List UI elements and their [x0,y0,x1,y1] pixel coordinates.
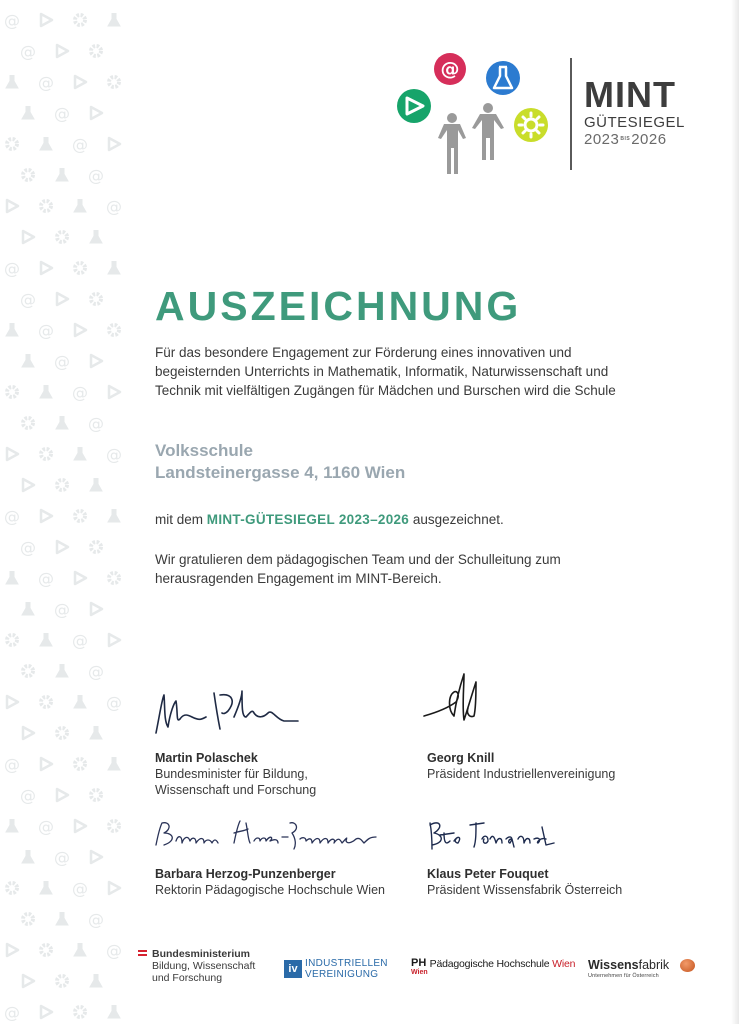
wf-ball-icon [680,959,695,972]
pattern-flask-icon [108,261,120,274]
pattern-gear-icon [41,945,51,955]
pattern-at-icon: @ [54,848,70,867]
badge-year-mini-top: BIS [620,136,631,142]
pattern-at-icon: @ [106,197,122,216]
ph-name-line [430,958,576,970]
pattern-gear-icon [91,790,101,800]
pattern-gear-icon [57,728,67,738]
mint-logo-icon [390,48,560,178]
pattern-flask-icon [74,199,86,212]
pattern-tri-icon [7,696,18,708]
pattern-tri-icon [109,634,120,646]
school-address: Landsteinergasse 4, 1160 Wien [155,463,406,482]
pattern-tri-icon [91,851,102,863]
pattern-gear-icon [91,294,101,304]
pattern-tri-icon [57,541,68,553]
pattern-tri-icon [57,789,68,801]
svg-text:@: @ [440,58,460,80]
pattern-at-icon: @ [4,11,20,30]
pattern-tri-icon [41,510,52,522]
pattern-at-icon: @ [38,569,54,588]
pattern-gear-icon [109,77,119,87]
pattern-flask-icon [56,912,68,925]
pattern-gear-icon [41,201,51,211]
pattern-at-icon: @ [72,135,88,154]
pattern-flask-icon [90,974,102,987]
pattern-tri-icon [57,45,68,57]
pattern-gear-icon [23,418,33,428]
pattern-gear-icon [23,914,33,924]
signer-herzog-punzenberger [155,866,385,898]
pattern-tri-icon [7,200,18,212]
pattern-gear-icon [75,759,85,769]
austria-flag-icon [138,950,147,956]
ph-mark-bottom: Wien [411,969,428,976]
pattern-at-icon: @ [20,786,36,805]
pattern-at-icon: @ [38,817,54,836]
pattern-tri-icon [23,727,34,739]
pattern-at-icon: @ [4,259,20,278]
pattern-gear-icon [91,46,101,56]
pattern-tri-icon [23,479,34,491]
pattern-tri-icon [91,107,102,119]
pattern-tri-icon [91,603,102,615]
page-edge-shadow [731,0,739,1024]
pattern-gear-icon [109,821,119,831]
pattern-gear-icon [7,883,17,893]
award-highlight: MINT-GÜTESIEGEL 2023–2026 [206,512,410,527]
pattern-tri-icon [109,386,120,398]
badge-title: MINT [584,74,676,115]
pattern-flask-icon [90,478,102,491]
at-sign-icon [434,53,466,85]
pattern-tri-icon [75,572,86,584]
pattern-at-icon: @ [54,352,70,371]
pattern-tri-icon [7,448,18,460]
signer-title: Präsident Wissensfabrik Österreich [427,883,623,897]
pattern-flask-icon [74,943,86,956]
congrats-paragraph: Wir gratulieren dem pädagogischen Team und der Schulleitung zum herausragenden Engagement im MINT-Bereich. [155,552,561,586]
signer-title: Präsident Industriellenvereinigung [427,767,616,781]
pattern-tri-icon [57,293,68,305]
pattern-tri-icon [109,882,120,894]
signer-name: Klaus Peter Fouquet [427,867,549,881]
pattern-flask-icon [40,137,52,150]
pattern-gear-icon [7,139,17,149]
pattern-tri-icon [109,138,120,150]
pattern-gear-icon [75,263,85,273]
award-prefix: mit dem [155,512,204,527]
signature-knill [418,668,498,728]
pattern-at-icon: @ [72,879,88,898]
pattern-tri-icon [41,262,52,274]
ph-wien-logo [411,958,575,977]
pattern-gear-icon [41,449,51,459]
pattern-gear-icon [23,666,33,676]
pattern-at-icon: @ [4,1003,20,1022]
pattern-at-icon: @ [54,104,70,123]
pattern-tri-icon [7,944,18,956]
industriellenvereinigung-logo [284,958,388,980]
bm-line1: Bundesministerium [152,948,251,960]
pattern-tri-icon [75,820,86,832]
pattern-at-icon: @ [88,166,104,185]
pattern-flask-icon [6,323,18,336]
bm-line3: und Forschung [152,972,223,984]
pattern-at-icon: @ [88,662,104,681]
pattern-tri-icon [75,324,86,336]
pattern-flask-icon [6,819,18,832]
pattern-gear-icon [7,387,17,397]
pattern-flask-icon [90,726,102,739]
pattern-tri-icon [91,355,102,367]
wissensfabrik-logo [588,958,669,979]
bm-line2: Bildung, Wissenschaft [152,960,256,972]
pattern-at-icon: @ [106,693,122,712]
school-block [155,440,405,484]
school-name: Volksschule [155,441,253,460]
signature-herzog-punzenberger [150,815,390,855]
pattern-gear-icon [75,15,85,25]
pattern-at-icon: @ [72,631,88,650]
pattern-gear-icon [91,542,101,552]
pattern-flask-icon [108,13,120,26]
signer-title: Bundesminister für Bildung, [155,767,308,781]
pattern-gear-icon [109,325,119,335]
pattern-flask-icon [108,1005,120,1018]
wf-wordmark [588,958,669,972]
pattern-tri-icon [41,758,52,770]
pattern-flask-icon [6,75,18,88]
badge-divider [570,58,572,170]
signature-polaschek [150,683,310,743]
pattern-at-icon: @ [38,73,54,92]
signer-knill [427,750,615,782]
pattern-tri-icon [41,1006,52,1018]
pattern-flask-icon [40,633,52,646]
pattern-gear-icon [109,573,119,583]
certificate-heading: AUSZEICHNUNG [155,283,522,329]
play-icon [397,89,431,123]
badge-subtitle: GÜTESIEGEL [584,114,685,131]
pattern-gear-icon [23,170,33,180]
signer-polaschek [155,750,316,798]
award-line [155,510,655,529]
mint-guetesiegel-badge [584,74,694,148]
signer-name: Barbara Herzog-Punzenberger [155,867,336,881]
pattern-flask-icon [40,385,52,398]
gear-icon [514,108,548,142]
award-suffix: ausgezeichnet. [412,512,504,527]
pattern-flask-icon [22,850,34,863]
iv-box: iv [284,960,302,978]
wf-rest: fabrik [638,958,670,972]
pattern-flask-icon [74,447,86,460]
pattern-at-icon: @ [106,941,122,960]
pattern-gear-icon [75,511,85,521]
ph-city: Wien [552,958,576,970]
ph-mark-top: PH [411,957,427,969]
signer-fouquet [427,866,622,898]
pattern-tri-icon [75,76,86,88]
pattern-flask-icon [22,106,34,119]
pattern-at-icon: @ [88,414,104,433]
pattern-flask-icon [22,602,34,615]
pattern-flask-icon [40,881,52,894]
signature-fouquet [424,815,564,855]
pattern-gear-icon [41,697,51,707]
badge-year-separator [620,137,630,142]
pattern-flask-icon [108,509,120,522]
pattern-gear-icon [57,232,67,242]
pattern-at-icon: @ [54,600,70,619]
pattern-gear-icon [57,480,67,490]
pattern-at-icon: @ [4,755,20,774]
badge-year-end: 2026 [631,131,667,148]
pattern-at-icon: @ [72,383,88,402]
pattern-at-icon: @ [20,290,36,309]
pattern-flask-icon [22,354,34,367]
decorative-icon-pattern [0,0,135,1024]
wf-bold: Wissens [588,958,639,972]
pattern-at-icon: @ [106,445,122,464]
iv-line2: VEREINIGUNG [305,969,379,980]
badge-years [584,131,694,148]
pattern-gear-icon [75,1007,85,1017]
pattern-at-icon: @ [88,910,104,929]
signer-title: Rektorin Pädagogische Hochschule Wien [155,883,385,897]
wf-sub: Unternehmen für Österreich [588,973,659,979]
pattern-flask-icon [56,168,68,181]
intro-paragraph: Für das besondere Engagement zur Förderung eines innovativen und begeisternden Unterrichts in Mathematik, Informatik, Naturwissenschaft und Technik mit vielfältigen Zugängen für Mädchen und Burschen wird die Schule [155,345,616,398]
signer-name: Martin Polaschek [155,751,258,765]
flask-icon [486,61,520,95]
pattern-flask-icon [74,695,86,708]
signer-name: Georg Knill [427,751,495,765]
pattern-at-icon: @ [38,321,54,340]
pattern-flask-icon [56,664,68,677]
pattern-flask-icon [56,416,68,429]
ph-name: Pädagogische Hochschule [429,958,550,970]
pattern-flask-icon [108,757,120,770]
pattern-flask-icon [6,571,18,584]
iv-line1: INDUSTRIELLEN [305,958,388,969]
signer-title: Wissenschaft und Forschung [155,783,317,797]
ph-mark [411,958,428,977]
pattern-tri-icon [23,231,34,243]
pattern-tri-icon [41,14,52,26]
pattern-gear-icon [7,635,17,645]
badge-year-start: 2023 [584,131,620,148]
people-icon [438,103,504,174]
pattern-at-icon: @ [20,538,36,557]
pattern-at-icon: @ [4,507,20,526]
pattern-gear-icon [57,976,67,986]
pattern-tri-icon [23,975,34,987]
pattern-flask-icon [90,230,102,243]
bmbwf-logo [138,948,255,984]
pattern-at-icon: @ [20,42,36,61]
